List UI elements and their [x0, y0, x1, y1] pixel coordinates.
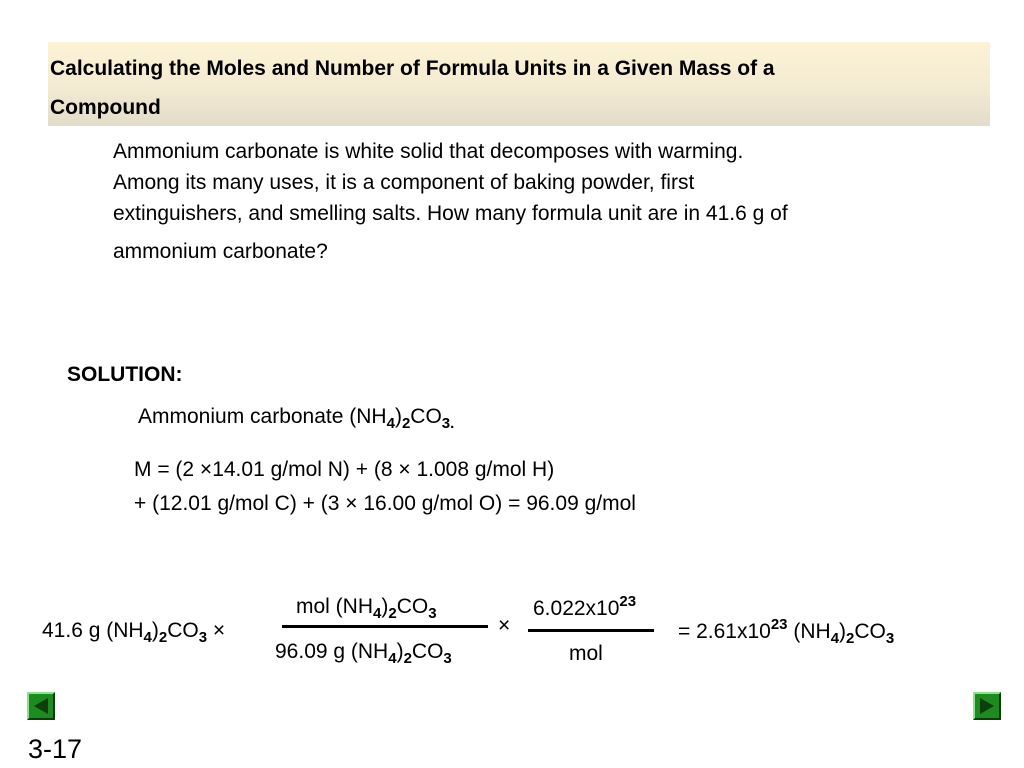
title-banner	[48, 42, 990, 126]
exponent: 23	[770, 616, 788, 633]
given-mass	[42, 619, 226, 646]
problem-line-4: ammonium carbonate?	[113, 240, 328, 263]
result	[678, 616, 895, 647]
times-sign: ×	[212, 619, 226, 642]
times-sign-2: ×	[498, 614, 511, 637]
problem-statement	[113, 136, 973, 267]
problem-line-3: extinguishers, and smelling salts. How many formula unit are in 41.6 g of	[113, 202, 788, 225]
triangle-left-icon	[31, 696, 51, 716]
paren-close: )	[381, 595, 389, 618]
subscript: 3	[428, 605, 437, 622]
paren-close: )	[394, 405, 402, 428]
problem-line-1: Ammonium carbonate is white solid that decomposes with warming.	[113, 140, 744, 163]
molar-mass-line-1: M = (2 ×14.01 g/mol N) + (8 × 1.008 g/mol H)	[134, 458, 555, 481]
subscript: 2	[403, 650, 412, 667]
compound-formula-line	[138, 405, 455, 432]
subscript: 4	[388, 650, 397, 667]
subscript: 2	[158, 629, 168, 646]
subscript: 2	[388, 605, 397, 622]
molar-mass-line-2: + (12.01 g/mol C) + (3 × 16.00 g/mol O) = 96.09 g/mol	[134, 492, 636, 515]
next-slide-button[interactable]	[973, 692, 1001, 720]
subscript: 4	[143, 629, 152, 646]
formula-co: CO	[854, 620, 886, 643]
fraction-1-bar	[282, 625, 488, 628]
formula-co: CO	[396, 595, 429, 618]
slide-title	[50, 49, 988, 127]
fraction-1-numerator	[296, 595, 437, 622]
subscript: 4	[830, 630, 840, 647]
subscript: 4	[373, 605, 382, 622]
formula-co: CO	[410, 405, 442, 428]
problem-line-2: Among its many uses, it is a component of baking powder, first	[113, 171, 695, 194]
paren-close: )	[396, 640, 404, 663]
previous-slide-button[interactable]	[27, 692, 55, 720]
formula-co: CO	[167, 619, 199, 642]
formula-co: CO	[411, 640, 444, 663]
subscript: 3	[885, 630, 895, 647]
triangle-right-icon	[977, 696, 997, 716]
avogadro-base: 6.022x10	[533, 597, 620, 620]
result-value: = 2.61x10	[678, 620, 771, 643]
compound-name: Ammonium carbonate (NH	[138, 405, 387, 428]
fraction-2-bar	[528, 629, 654, 632]
subscript: 3	[198, 629, 208, 646]
title-line-1: Calculating the Moles and Number of Formula Units in a Given Mass of a	[50, 57, 775, 80]
exponent: 23	[619, 593, 637, 610]
solution-label: SOLUTION:	[67, 363, 183, 386]
subscript: 4	[386, 415, 395, 432]
denominator-text: 96.09 g (NH	[275, 640, 389, 663]
paren-close: )	[151, 619, 159, 642]
numerator-text: mol (NH	[296, 595, 373, 618]
title-line-2: Compound	[50, 96, 161, 119]
subscript: 2	[846, 630, 855, 647]
subscript: 3	[443, 650, 452, 667]
subscript: 2	[401, 415, 411, 432]
slide-number: 3-17	[28, 734, 83, 764]
paren-close: )	[839, 620, 847, 643]
fraction-2-numerator	[533, 593, 637, 621]
fraction-2-denominator: mol	[569, 642, 603, 665]
result-formula: (NH	[787, 620, 831, 643]
given-mass-text: 41.6 g (NH	[42, 619, 144, 642]
fraction-1-denominator	[275, 640, 452, 667]
subscript: 3.	[441, 415, 455, 432]
